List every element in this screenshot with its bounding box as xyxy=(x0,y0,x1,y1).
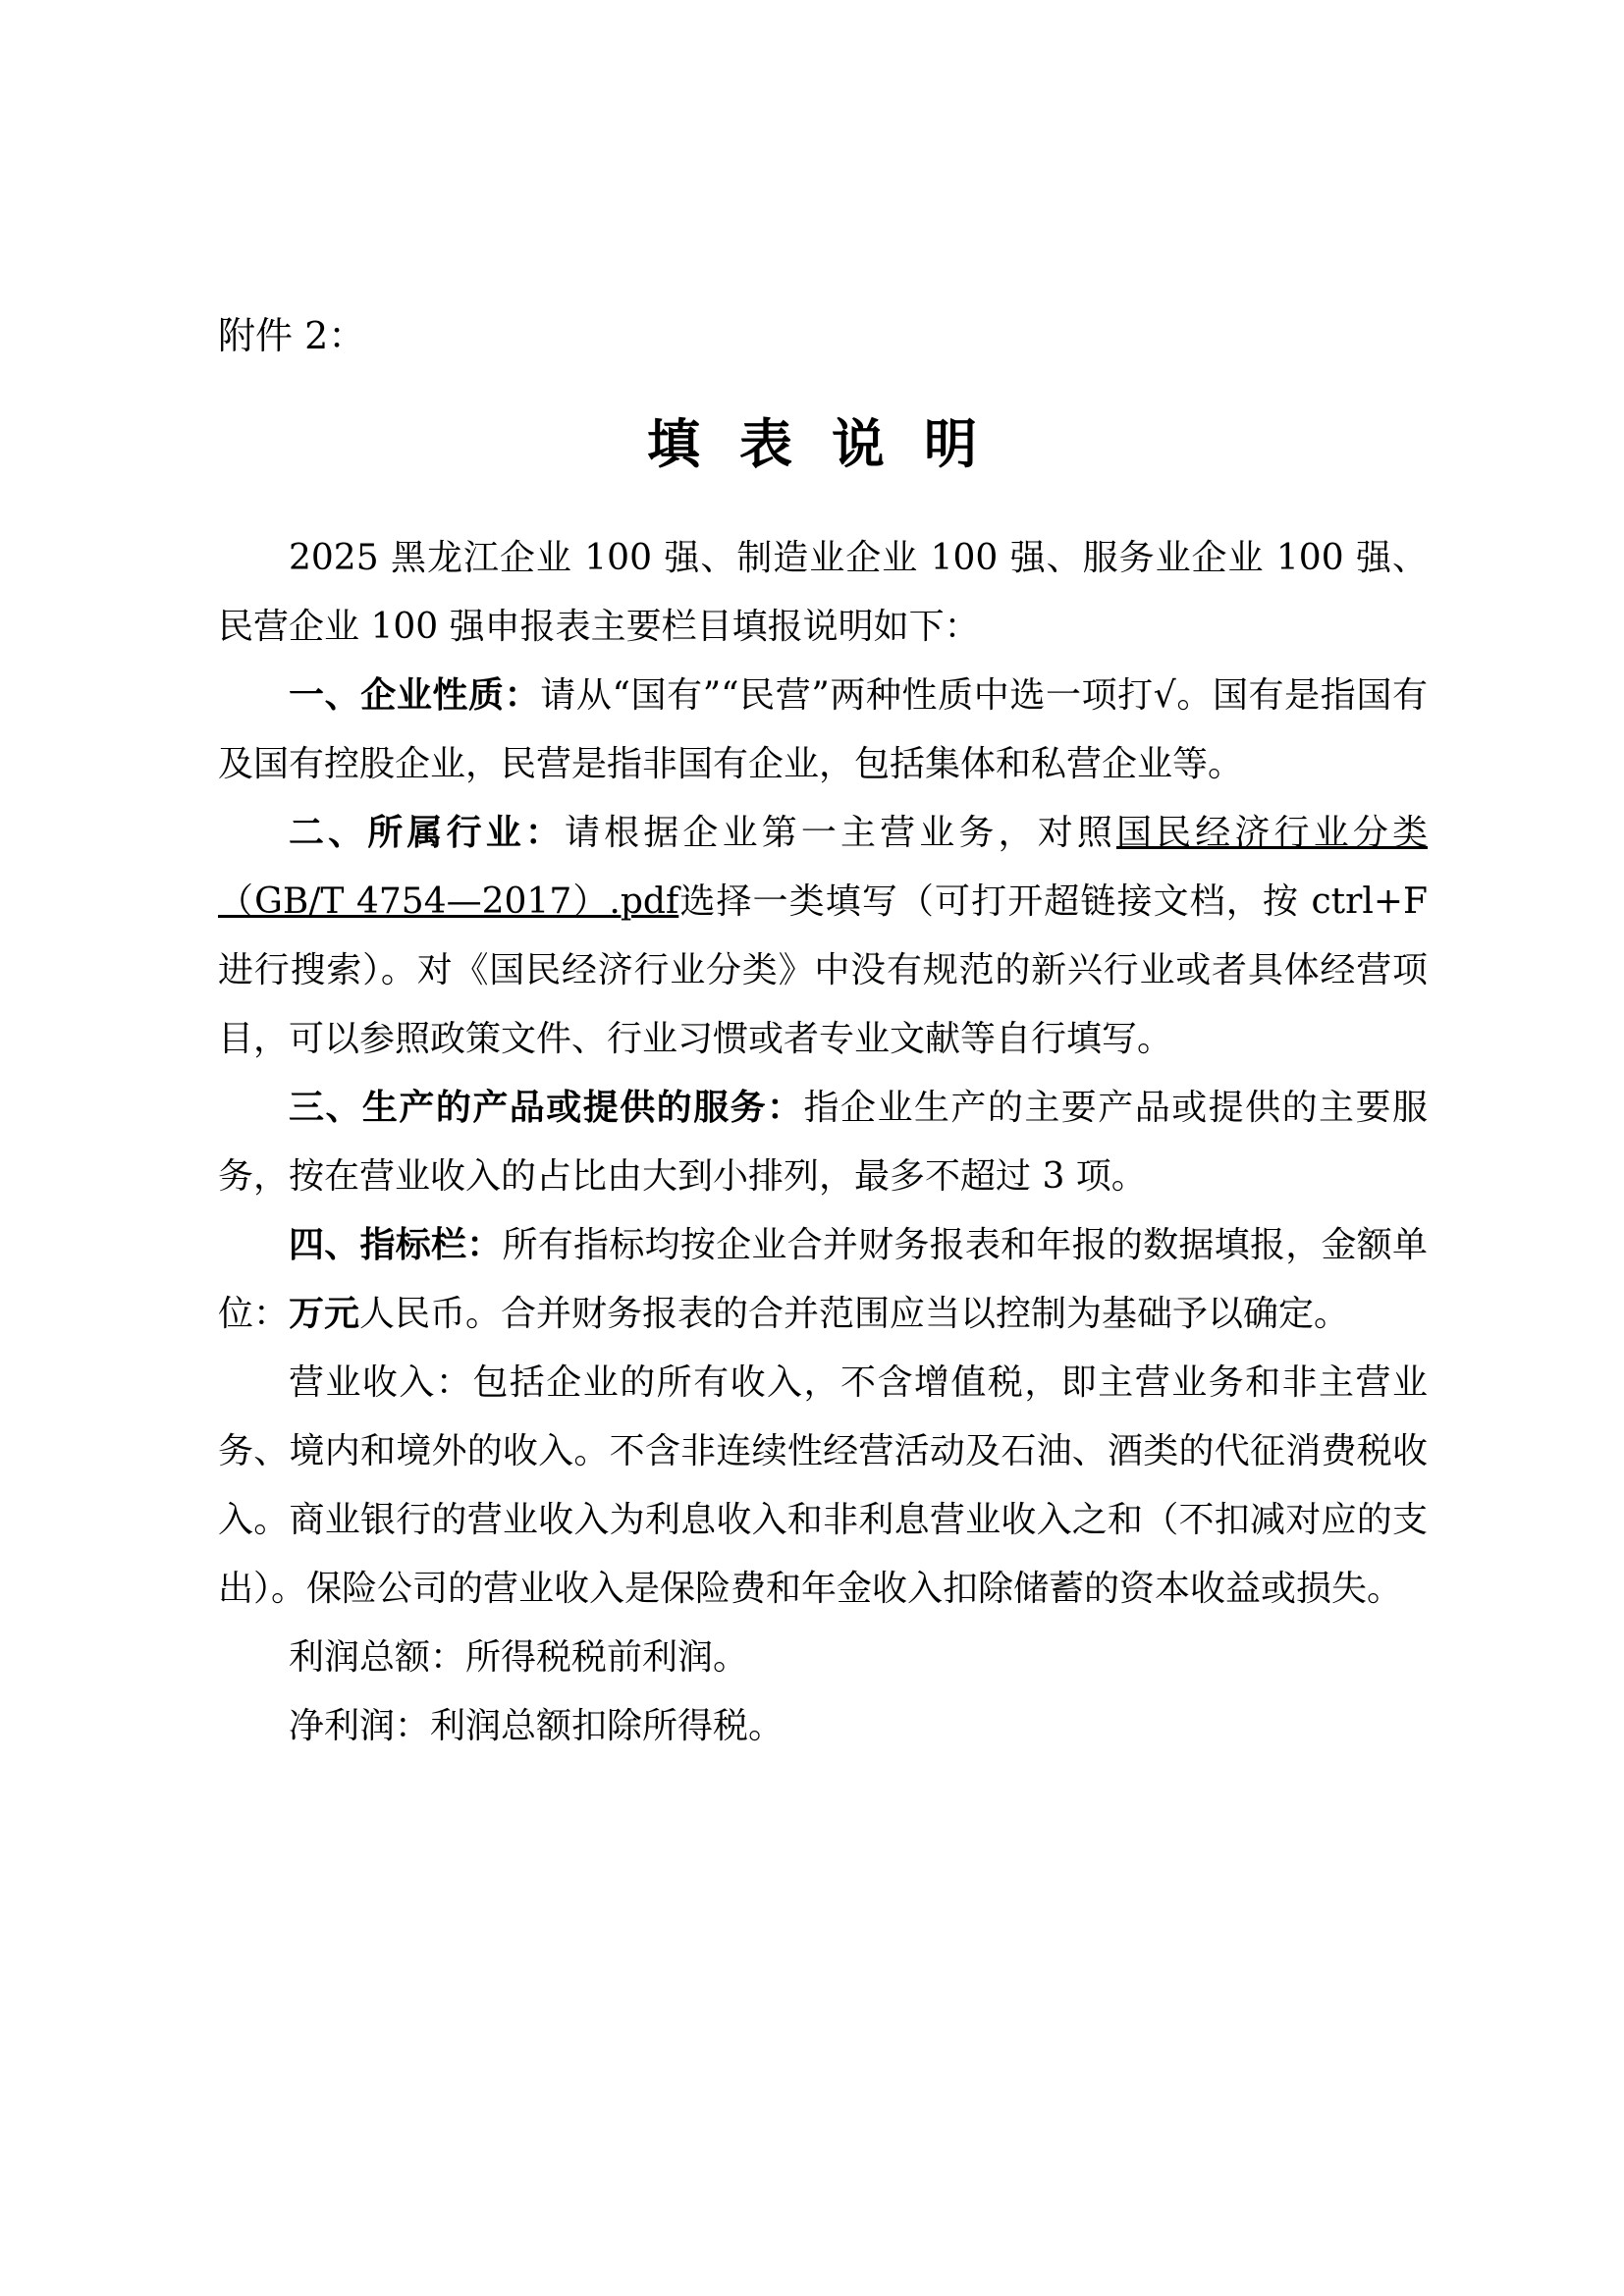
amount-unit: 万元 xyxy=(289,1294,360,1334)
intro-paragraph: 2025 黑龙江企业 100 强、制造业企业 100 强、服务业企业 100 强、民营企业 100 强申报表主要栏目填报说明如下： xyxy=(218,538,1428,647)
section-enterprise-nature xyxy=(218,662,1428,799)
definition-revenue: 营业收入：包括企业的所有收入，不含增值税，即主营业务和非主营业务、境内和境外的收入。不含非连续性经营活动及石油、酒类的代征消费税收入。商业银行的营业收入为利息收入和非利息营业收入之和（不扣减对应的支出）。保险公司的营业收入是保险费和年金收入扣除储蓄的资本收益或损失。 xyxy=(218,1362,1428,1609)
section-industry xyxy=(218,799,1428,1074)
document-body xyxy=(218,524,1428,1761)
page-title: 填表说明 xyxy=(647,412,1016,475)
section-heading: 四、指标栏： xyxy=(289,1225,503,1265)
attachment-label: 附件 2： xyxy=(218,314,366,357)
section-products-services xyxy=(218,1074,1428,1211)
section-text: 选择一类填写（可打开超链接文档，按 ctrl+F 进行搜索）。对《国民经济行业分类》中没有规范的新兴行业或者具体经营项目，可以参照政策文件、行业习惯或者专业文献等自行填写。 xyxy=(218,881,1428,1059)
section-heading: 三、生产的产品或提供的服务： xyxy=(289,1088,804,1128)
section-indicators xyxy=(218,1211,1428,1349)
section-text: 指企业生产的主要产品或提供的主要服务，按在营业收入的占比由大到小排列，最多不超过 3 项。 xyxy=(218,1088,1428,1197)
section-text: 请根据企业第一主营业务，对照 xyxy=(565,813,1116,853)
section-text: 人民币。合并财务报表的合并范围应当以控制为基础予以确定。 xyxy=(359,1294,1350,1334)
industry-classification-link[interactable]: 国民经济行业分类（GB/T 4754—2017）.pdf xyxy=(218,813,1428,922)
section-text: 请从“国有”“民营”两种性质中选一项打√。国有是指国有及国有控股企业，民营是指非国有企业，包括集体和私营企业等。 xyxy=(218,675,1428,784)
section-text: 所有指标均按企业合并财务报表和年报的数据填报，金额单位： xyxy=(218,1225,1428,1334)
definition-total-profit: 利润总额：所得税税前利润。 xyxy=(289,1637,749,1678)
section-heading: 二、所属行业： xyxy=(289,813,565,853)
section-heading: 一、企业性质： xyxy=(289,675,541,716)
definition-net-profit: 净利润：利润总额扣除所得税。 xyxy=(289,1706,785,1746)
